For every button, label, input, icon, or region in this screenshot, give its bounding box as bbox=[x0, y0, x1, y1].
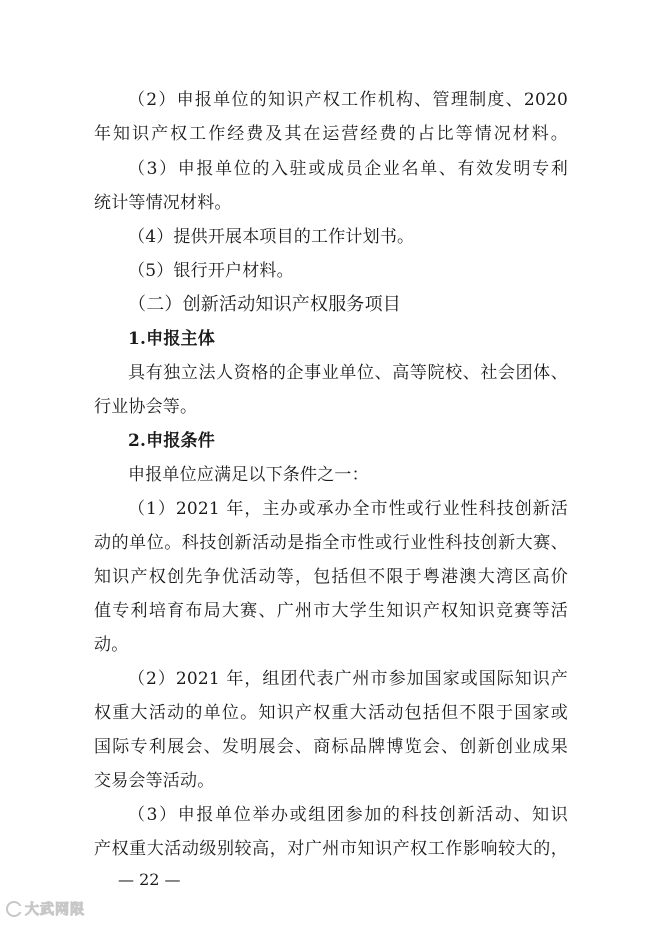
watermark-logo-icon bbox=[6, 901, 22, 917]
text-line: 值专利培育布局大赛、广州市大学生知识产权知识竞赛等活 bbox=[94, 601, 568, 621]
text-line: 申报单位应满足以下条件之一： bbox=[128, 465, 369, 485]
text-line: 知识产权创先争优活动等，包括但不限于粤港澳大湾区高价 bbox=[94, 567, 568, 587]
watermark bbox=[6, 898, 85, 920]
text-line: 统计等情况材料。 bbox=[94, 193, 232, 213]
text-line: 交易会等活动。 bbox=[94, 771, 215, 791]
text-line: （1）2021 年，主办或承办全市性或行业性科技创新活 bbox=[128, 499, 568, 519]
page-number: — 22 — bbox=[118, 870, 181, 889]
text-line: （3）申报单位的入驻或成员企业名单、有效发明专利 bbox=[128, 159, 568, 179]
text-line: （4）提供开展本项目的工作计划书。 bbox=[128, 227, 415, 247]
text-line: 行业协会等。 bbox=[94, 397, 198, 417]
text-line: 具有独立法人资格的企事业单位、高等院校、社会团体、 bbox=[128, 363, 568, 383]
text-line: （2）申报单位的知识产权工作机构、管理制度、2020 bbox=[128, 90, 568, 110]
subsection-heading: 2.申报条件 bbox=[128, 431, 215, 451]
text-line: 动。 bbox=[94, 635, 129, 655]
text-line: 年知识产权工作经费及其在运营经费的占比等情况材料。 bbox=[94, 124, 568, 144]
text-line: 国际专利展会、发明展会、商标品牌博览会、创新创业成果 bbox=[94, 737, 568, 757]
subsection-heading: 1.申报主体 bbox=[128, 329, 215, 349]
section-heading: （二）创新活动知识产权服务项目 bbox=[128, 294, 401, 315]
text-line: 产权重大活动级别较高，对广州市知识产权工作影响较大的， bbox=[94, 839, 568, 859]
text-line: （3）申报单位举办或组团参加的科技创新活动、知识 bbox=[128, 805, 568, 825]
text-line: 动的单位。科技创新活动是指全市性或行业性科技创新大赛、 bbox=[94, 533, 568, 553]
watermark-text: 大武网限 bbox=[25, 902, 85, 918]
text-line: （5）银行开户材料。 bbox=[128, 261, 294, 281]
text-line: （2）2021 年，组团代表广州市参加国家或国际知识产 bbox=[128, 669, 568, 689]
text-line: 权重大活动的单位。知识产权重大活动包括但不限于国家或 bbox=[94, 703, 568, 723]
